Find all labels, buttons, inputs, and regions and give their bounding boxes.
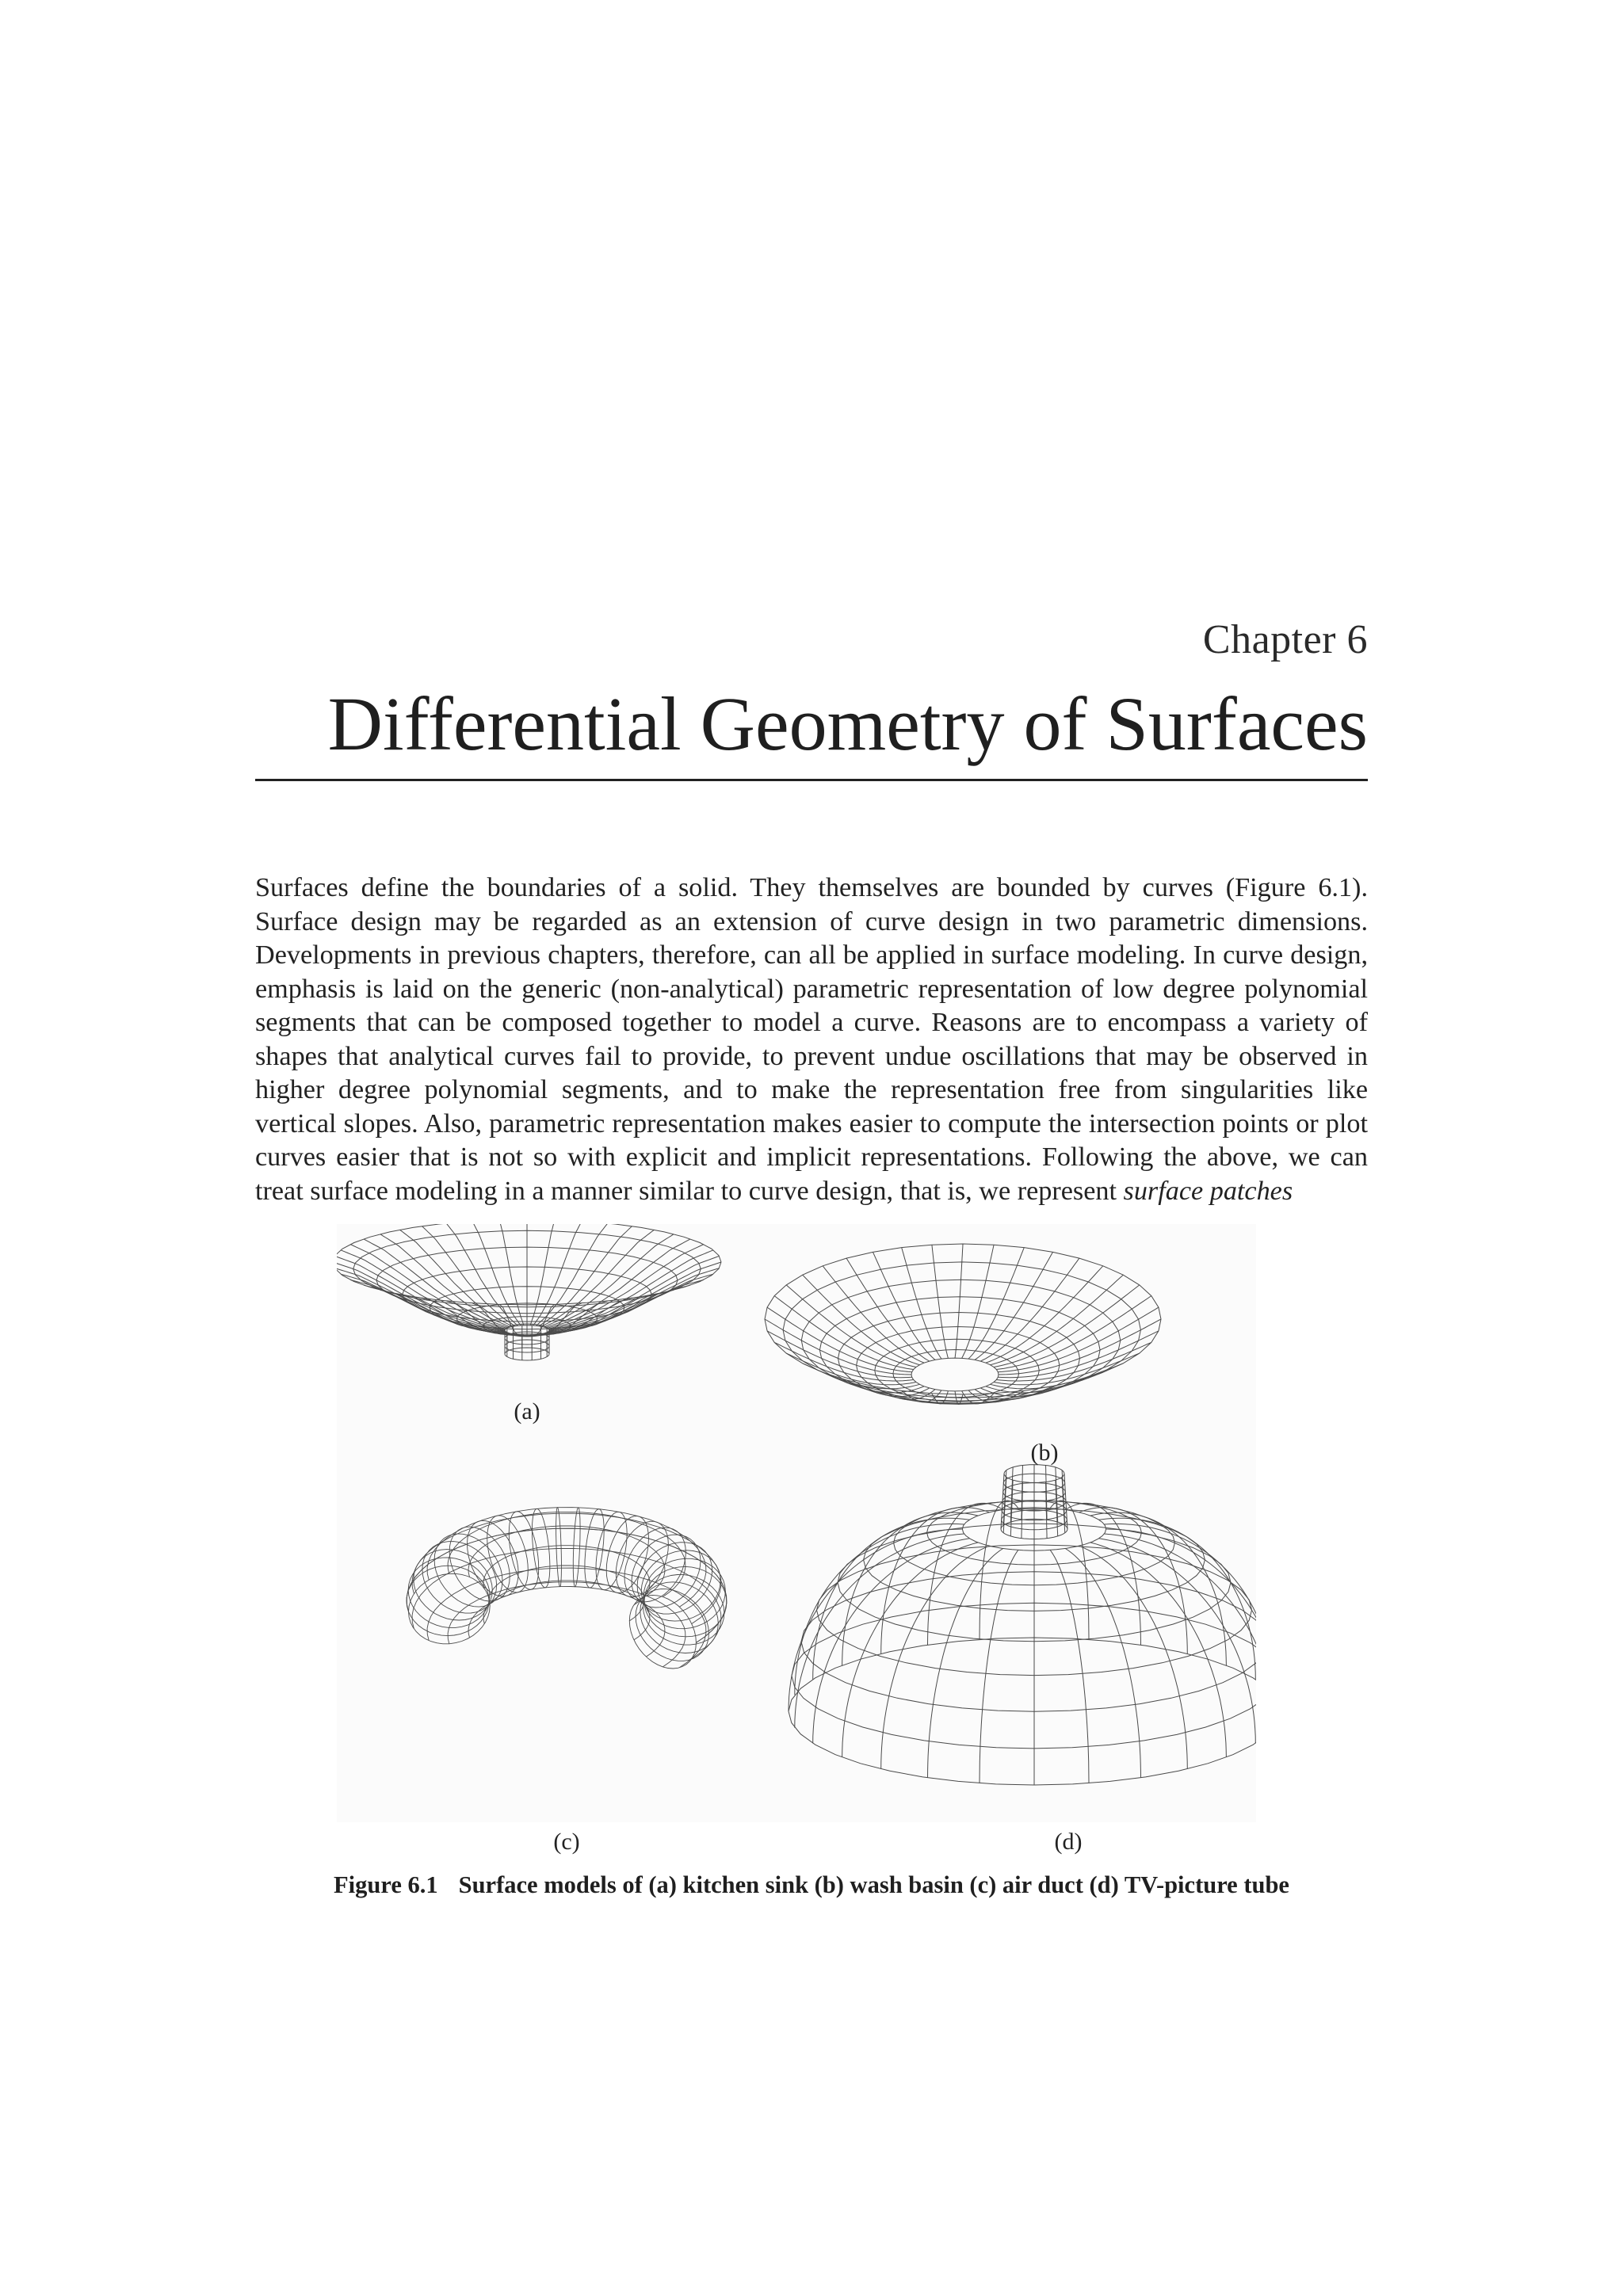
subfigure-label-d: (d) <box>1054 1829 1083 1855</box>
subfigure-label-c: (c) <box>553 1829 580 1855</box>
caption-number: Figure 6.1 <box>334 1871 438 1898</box>
wash-basin-wireframe <box>765 1244 1161 1405</box>
body-paragraph <box>255 871 1368 1208</box>
air-duct-wireframe <box>407 1508 727 1669</box>
chapter-label: Chapter 6 <box>1202 617 1368 662</box>
figure-caption <box>255 1871 1368 1899</box>
subfigure-label-a: (a) <box>514 1398 540 1425</box>
kitchen-sink-wireframe <box>337 1224 721 1360</box>
title-rule <box>255 779 1368 781</box>
figure-6-1 <box>337 1224 1256 1855</box>
figure-wireframes <box>337 1224 1256 1822</box>
chapter-title: Differential Geometry of Surfaces <box>327 681 1368 766</box>
caption-text: Surface models of (a) kitchen sink (b) wash basin (c) air duct (d) TV-picture tube <box>458 1871 1289 1898</box>
subfigure-label-b: (b) <box>1030 1440 1059 1466</box>
body-emphasis: surface patches <box>1123 1176 1293 1206</box>
body-text: Surfaces define the boundaries of a solid. They themselves are bounded by curves (Figure 6.1). Surface design may be regarded as an extension of curve design in two parametric dimensions. Developments in previous chapters, therefore, can all be applied in surface modeling. In curve design, emphasis is laid on the generic (non-analytical) parametric representation of low degree polynomial segments that can be composed together to model a curve. Reasons are to encompass a variety of shapes that analytical curves fail to provide, to prevent undue oscillations that may be observed in higher degree polynomial segments, and to make the representation free from singularities like vertical slopes. Also, parametric representation makes easier to compute the intersection points or plot curves easier that is not so with explicit and implicit representations. Following the above, we can treat surface modeling in a manner similar to curve design, that is, we represent <box>255 873 1368 1206</box>
tv-picture-tube-wireframe <box>789 1465 1256 1785</box>
